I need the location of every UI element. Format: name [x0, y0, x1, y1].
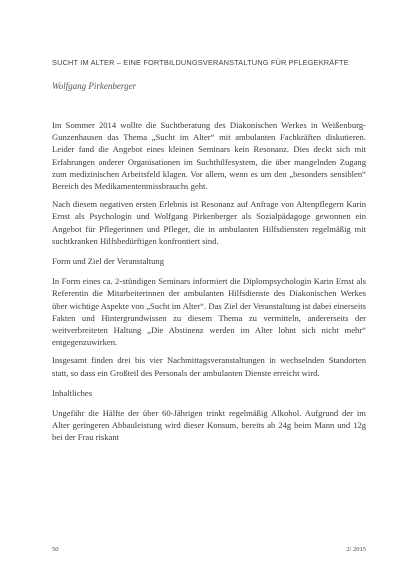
- section-heading: Form und Ziel der Veranstaltung: [52, 256, 165, 267]
- page-number: 50: [52, 546, 59, 553]
- paragraph: Im Sommer 2014 wollte die Suchtberatung des Diakonischen Werkes in Weißenburg-Gunzenhausen das Thema „Sucht im Alter“ mit ambulanten Fachkräften diskutieren. Leider fand die Angebot eines kleinen Seminars kein Resonanz. Dies deckt sich mit Erfahrungen anderer Organisationen im Suchthilfesystem, die über mangelnden Zugang zum medizinischen Arbeitsfeld klagen. Vor allem, wenn es um den „besonders sensiblen“ Bereich des Medikamentenmissbrauchs geht.: [52, 120, 366, 192]
- document-title: SUCHT IM ALTER – EINE FORTBILDUNGSVERANSTALTUNG FÜR PFLEGEKRÄFTE: [52, 58, 349, 67]
- paragraph: Ungefähr die Hälfte der über 60-Jährigen trinkt regelmäßig Alkohol. Aufgrund der im Alter geringeren Abbauleistung wird dieser Konsum, bereits ab 24g beim Mann und 12g bei der Frau riskant: [52, 408, 366, 443]
- paragraph: Nach diesem negativen ersten Erlebnis ist Resonanz auf Anfrage von Altenpflegern Karin Ernst als Psychologin und Wolfgang Pirkenberger als Sozialpädagoge gewonnen ein Angebot für Pflegerinnen und Pfleger, die in ambulanten Hilfsdiensten regelmäßig mit suchtkranken Hilfsbedürftigen konfrontiert sind.: [52, 199, 366, 246]
- author-name: Wolfgang Pirkenberger: [52, 81, 137, 91]
- paragraph: In Form eines ca. 2-stündigen Seminars informiert die Diplompsychologin Karin Ernst als Referentin die Mitarbeiterinnen der ambulanten Hilfsdienste des Diakonischen Werkes über wichtige Aspekte von „Sucht im Alter“. Das Ziel der Veranstaltung ist dabei einerseits Fakten und Hintergrundwissen zu diesem Thema zu vermitteln, andererseits der weitverbreiteten Haltung „Die Abstinenz werden im Alter lohnt sich nicht mehr“ entgegenzuwirken.: [52, 276, 366, 348]
- section-heading: Inhaltliches: [52, 387, 93, 398]
- document-page: [52, 58, 366, 450]
- paragraph: Insgesamt finden drei bis vier Nachmittagsveranstaltungen in wechselnden Standorten statt, so dass ein Großteil des Personals der ambulanten Dienste erreicht wird.: [52, 355, 366, 378]
- issue-label: 2/ 2015: [346, 546, 366, 553]
